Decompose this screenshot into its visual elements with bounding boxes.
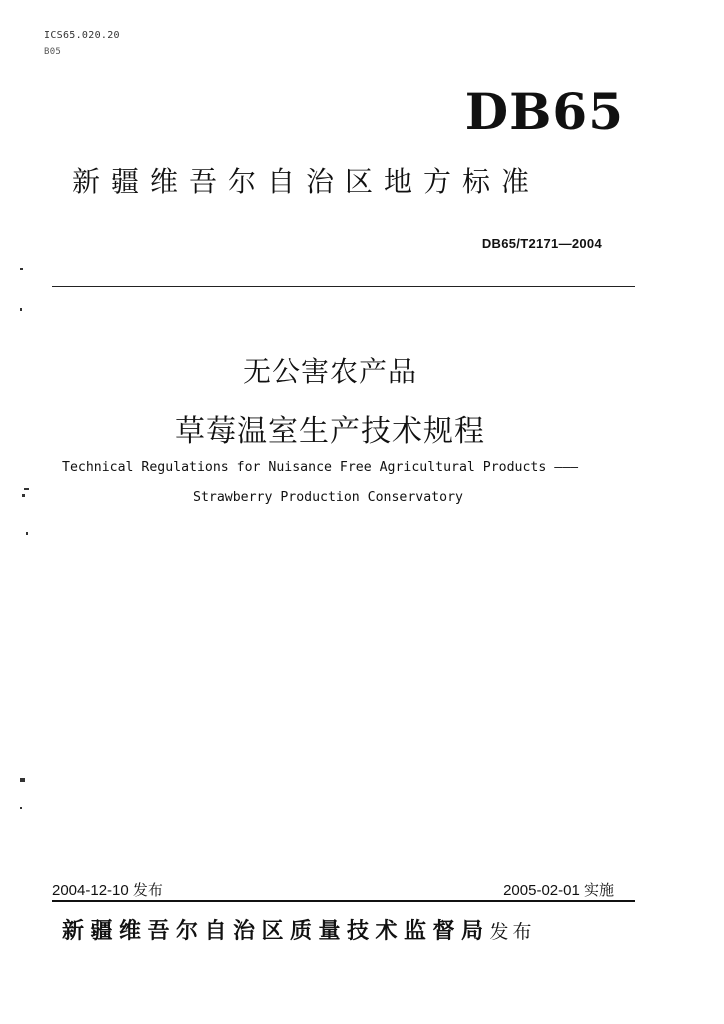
- scan-speck: [22, 494, 25, 497]
- publish-word: 发布: [489, 921, 536, 943]
- ccs-code: B05: [44, 47, 62, 57]
- title-cn-line1: 无公害农产品: [242, 355, 417, 388]
- title-en-line1: Technical Regulations for Nuisance Free Agricultural Products ———: [62, 460, 579, 475]
- ics-code: ICS65.020.20: [44, 30, 120, 41]
- title-cn-line2: 草莓温室生产技术规程: [175, 414, 485, 449]
- publisher-line: [62, 914, 536, 945]
- standard-code: DB65: [464, 82, 624, 141]
- scan-speck: [20, 807, 22, 809]
- issue-date: 2004-12-10 发布: [52, 882, 163, 899]
- publisher-name: 新疆维吾尔自治区质量技术监督局: [62, 919, 490, 944]
- scan-speck: [24, 488, 29, 490]
- bottom-divider: [52, 900, 635, 902]
- implementation-date: 2005-02-01 实施: [503, 882, 614, 899]
- organization-line: 新疆维吾尔自治区地方标准: [72, 165, 541, 198]
- standard-number: DB65/T2171—2004: [481, 236, 602, 251]
- scan-speck: [26, 532, 28, 535]
- scan-speck: [20, 778, 25, 782]
- title-en-line2: Strawberry Production Conservatory: [193, 490, 463, 505]
- top-divider: [52, 286, 635, 287]
- scan-speck: [20, 308, 22, 311]
- scan-speck: [20, 268, 23, 270]
